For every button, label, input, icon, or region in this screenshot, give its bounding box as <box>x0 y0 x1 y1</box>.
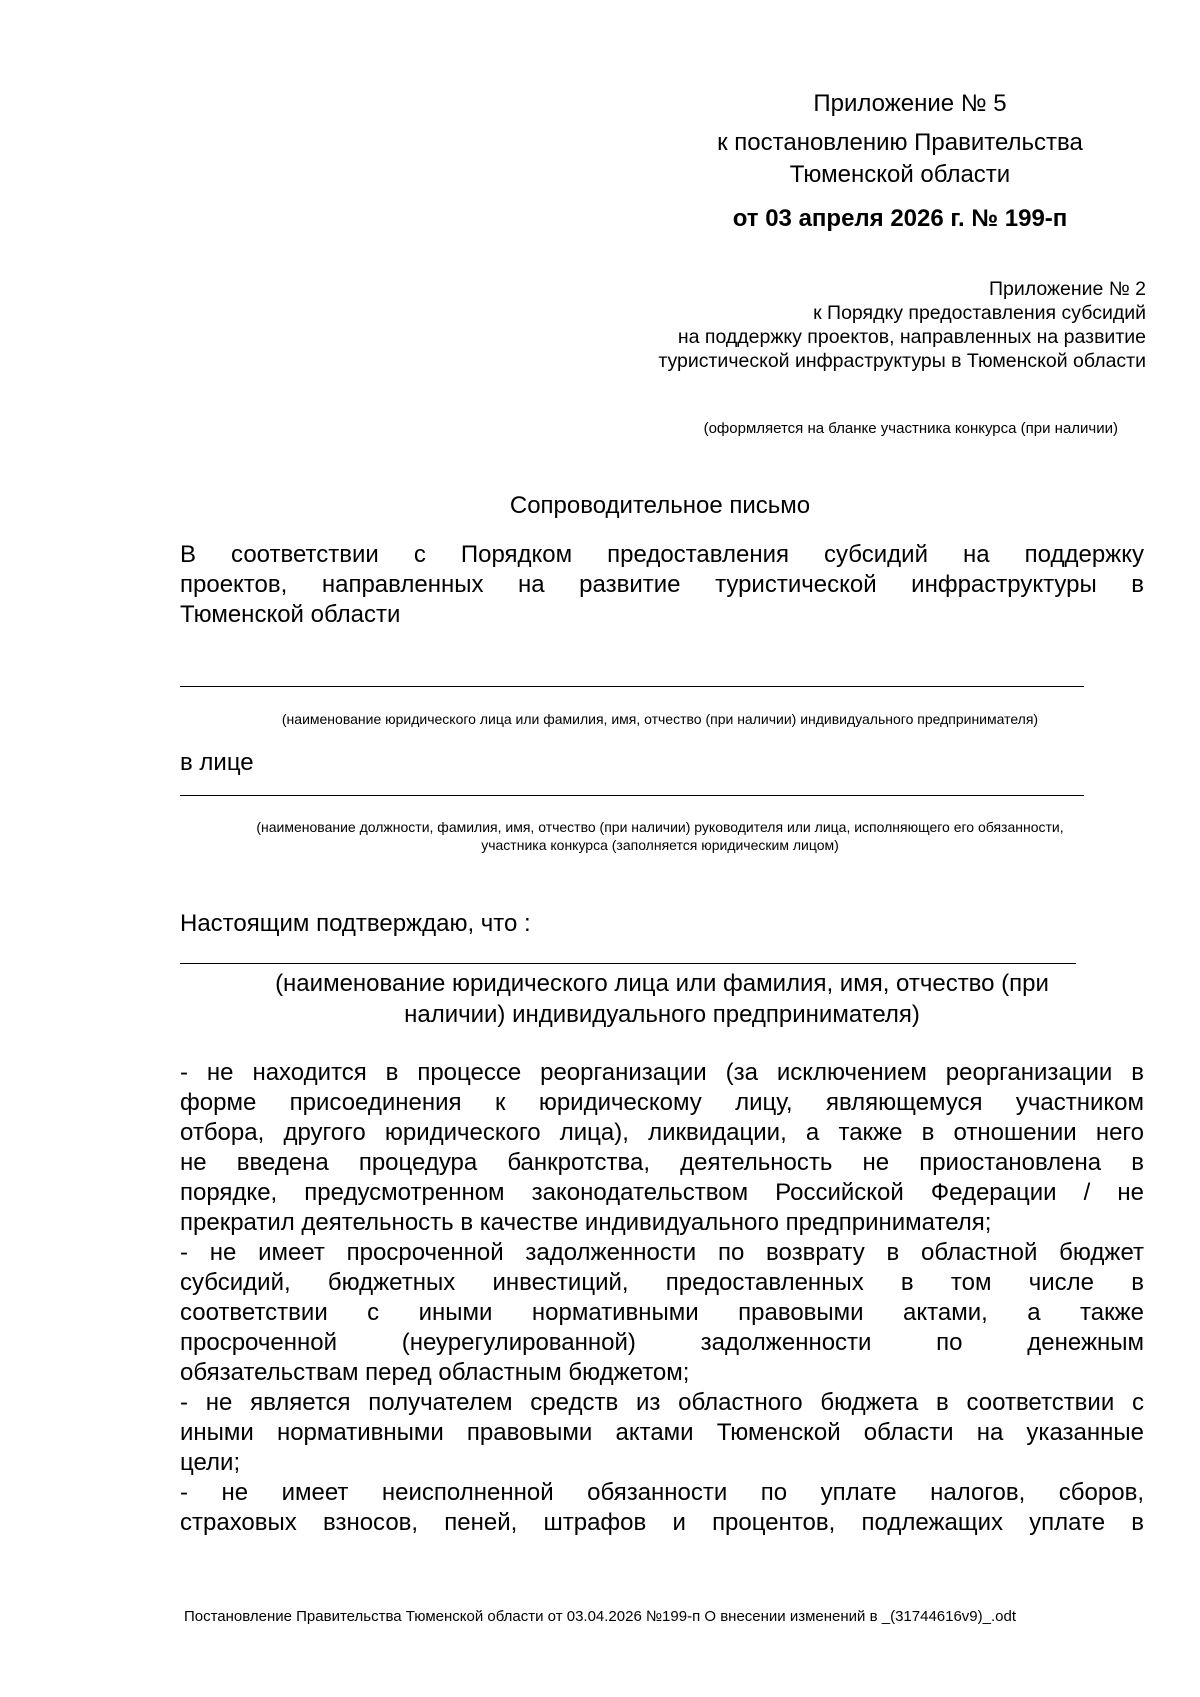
intro-paragraph <box>180 540 1144 630</box>
list-item-line: порядке, предусмотренном законодательством Российской Федерации / не <box>180 1179 1144 1206</box>
list-item-line: страховых взносов, пеней, штрафов и процентов, подлежащих уплате в <box>180 1509 1144 1536</box>
list-item-line: форме присоединения к юридическому лицу, являющемуся участником <box>180 1089 1144 1116</box>
list-item-line: субсидий, бюджетных инвестиций, предоставленных в том числе в <box>180 1269 1144 1296</box>
list-item-line: цели; <box>180 1449 241 1476</box>
list-item-line: - не имеет просроченной задолженности по возврату в областной бюджет <box>180 1239 1144 1266</box>
list-item-line: обязательствам перед областным бюджетом; <box>180 1359 690 1386</box>
list-item-line: - не находится в процессе реорганизации (за исключением реорганизации в <box>180 1059 1144 1086</box>
list-item-line: отбора, другого юридического лица), ликвидации, а также в отношении него <box>180 1119 1144 1146</box>
footer-filename: Постановление Правительства Тюменской области от 03.04.2026 №199-п О внесении изменений в _(31744616v9)_.odt <box>183 1608 1017 1625</box>
blank-note: (оформляется на бланке участника конкурса (при наличии) <box>703 420 1118 437</box>
list-item-line: не введена процедура банкротства, деятельность не приостановлена в <box>180 1149 1144 1176</box>
list-item-line: просроченной (неурегулированной) задолженности по денежным <box>180 1329 1144 1356</box>
list-item-line: прекратил деятельность в качестве индивидуального предпринимателя; <box>180 1209 992 1236</box>
field-caption-entity: (наименование юридического лица или фамилия, имя, отчество (при наличии) индивидуального предпринимателя) <box>281 711 1039 727</box>
in-person-label: в лице <box>180 749 254 776</box>
confirm-text: Настоящим подтверждаю, что : <box>180 910 531 937</box>
field-line-representative[interactable] <box>180 795 1084 796</box>
list-item-line: - не является получателем средств из областного бюджета в соответствии с <box>180 1389 1144 1416</box>
field-caption-confirm-1: (наименование юридического лица или фамилия, имя, отчество (при <box>275 970 1049 997</box>
appendix-to-line: к постановлению Правительства <box>717 129 1083 156</box>
appendix-region-line: Тюменской области <box>789 161 1011 188</box>
field-line-entity-name[interactable] <box>180 686 1084 687</box>
intro-line: проектов, направленных на развитие туристической инфраструктуры в <box>180 571 1144 598</box>
decree-date-line: от 03 апреля 2026 г. № 199-п <box>732 205 1068 232</box>
field-line-confirm-entity[interactable] <box>180 963 1076 964</box>
appendix-number: Приложение № 5 <box>813 90 1007 117</box>
field-caption-representative-1: (наименование должности, фамилия, имя, отчество (при наличии) руководителя или лица, исполняющего его обязанности, <box>256 819 1064 835</box>
page-title: Сопроводительное письмо <box>509 492 811 519</box>
list-item-line: иными нормативными правовыми актами Тюменской области на указанные <box>180 1419 1144 1446</box>
field-caption-confirm-2: наличии) индивидуального предпринимателя) <box>404 1001 920 1028</box>
list-item-line: соответствии с иными нормативными правовыми актами, а также <box>180 1299 1144 1326</box>
conditions-list <box>180 1058 1144 1538</box>
intro-line: Тюменской области <box>180 601 401 628</box>
sub-appendix-line-3: туристической инфраструктуры в Тюменской области <box>658 350 1146 372</box>
field-caption-representative-2: участника конкурса (заполняется юридическим лицом) <box>481 837 839 853</box>
sub-appendix-line-2: на поддержку проектов, направленных на развитие <box>677 326 1146 348</box>
sub-appendix-number: Приложение № 2 <box>989 278 1146 300</box>
intro-line: В соответствии с Порядком предоставления субсидий на поддержку <box>180 541 1144 568</box>
sub-appendix-line-1: к Порядку предоставления субсидий <box>813 302 1146 324</box>
list-item-line: - не имеет неисполненной обязанности по уплате налогов, сборов, <box>180 1479 1144 1506</box>
